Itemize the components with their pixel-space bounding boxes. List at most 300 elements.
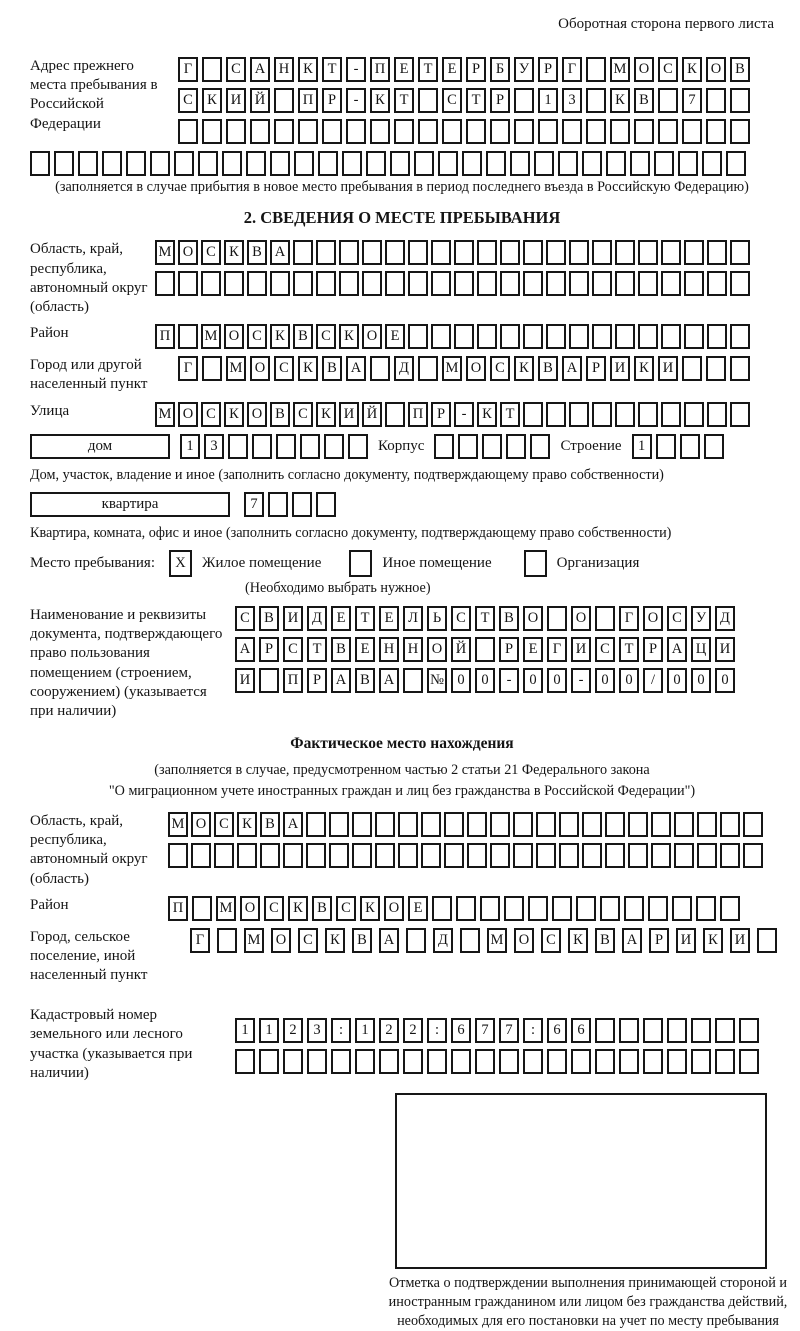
form-cell[interactable]: [316, 492, 336, 517]
form-cell[interactable]: [638, 240, 658, 265]
form-cell[interactable]: [569, 402, 589, 427]
form-cell[interactable]: [270, 271, 290, 296]
form-cell[interactable]: [339, 271, 359, 296]
form-cell[interactable]: [292, 492, 312, 517]
form-cell[interactable]: К: [634, 356, 654, 381]
form-cell[interactable]: [536, 812, 556, 837]
form-cell[interactable]: [375, 843, 395, 868]
form-cell[interactable]: [431, 271, 451, 296]
form-cell[interactable]: И: [658, 356, 678, 381]
form-cell[interactable]: [547, 1049, 567, 1074]
form-cell[interactable]: И: [730, 928, 750, 953]
form-cell[interactable]: [276, 434, 296, 459]
form-cell[interactable]: [595, 606, 615, 631]
form-cell[interactable]: 7: [682, 88, 702, 113]
form-cell[interactable]: 0: [691, 668, 711, 693]
form-cell[interactable]: [730, 324, 750, 349]
form-cell[interactable]: Д: [307, 606, 327, 631]
form-cell[interactable]: [477, 271, 497, 296]
form-cell[interactable]: 7: [475, 1018, 495, 1043]
form-cell[interactable]: [342, 151, 362, 176]
form-cell[interactable]: В: [595, 928, 615, 953]
form-cell[interactable]: О: [191, 812, 211, 837]
form-cell[interactable]: [674, 843, 694, 868]
form-cell[interactable]: Н: [403, 637, 423, 662]
form-cell[interactable]: [528, 896, 548, 921]
form-cell[interactable]: О: [240, 896, 260, 921]
form-cell[interactable]: [408, 324, 428, 349]
form-cell[interactable]: [270, 151, 290, 176]
form-cell[interactable]: [475, 1049, 495, 1074]
form-cell[interactable]: [490, 119, 510, 144]
form-cell[interactable]: О: [362, 324, 382, 349]
form-cell[interactable]: [510, 151, 530, 176]
form-cell[interactable]: [504, 896, 524, 921]
form-cell[interactable]: :: [523, 1018, 543, 1043]
form-cell[interactable]: [628, 843, 648, 868]
form-cell[interactable]: И: [235, 668, 255, 693]
form-cell[interactable]: [726, 151, 746, 176]
form-cell[interactable]: О: [224, 324, 244, 349]
form-cell[interactable]: [605, 843, 625, 868]
form-cell[interactable]: [346, 119, 366, 144]
form-cell[interactable]: [322, 119, 342, 144]
form-cell[interactable]: [514, 88, 534, 113]
form-cell[interactable]: [715, 1049, 735, 1074]
form-cell[interactable]: Р: [499, 637, 519, 662]
form-cell[interactable]: О: [250, 356, 270, 381]
form-cell[interactable]: Е: [394, 57, 414, 82]
form-cell[interactable]: [155, 271, 175, 296]
form-cell[interactable]: А: [622, 928, 642, 953]
form-cell[interactable]: [730, 356, 750, 381]
form-cell[interactable]: 0: [451, 668, 471, 693]
form-cell[interactable]: [661, 271, 681, 296]
form-cell[interactable]: [259, 668, 279, 693]
form-cell[interactable]: О: [271, 928, 291, 953]
form-cell[interactable]: М: [155, 240, 175, 265]
form-cell[interactable]: [500, 240, 520, 265]
form-cell[interactable]: М: [216, 896, 236, 921]
form-cell[interactable]: [523, 324, 543, 349]
form-cell[interactable]: [592, 271, 612, 296]
form-cell[interactable]: [192, 896, 212, 921]
form-cell[interactable]: [370, 119, 390, 144]
form-cell[interactable]: [696, 896, 716, 921]
form-cell[interactable]: [366, 151, 386, 176]
form-cell[interactable]: И: [226, 88, 246, 113]
form-cell[interactable]: [707, 271, 727, 296]
form-cell[interactable]: [680, 434, 700, 459]
form-cell[interactable]: 3: [204, 434, 224, 459]
form-cell[interactable]: И: [339, 402, 359, 427]
form-cell[interactable]: :: [331, 1018, 351, 1043]
form-cell[interactable]: [707, 240, 727, 265]
form-cell[interactable]: [348, 434, 368, 459]
form-cell[interactable]: С: [667, 606, 687, 631]
form-cell[interactable]: [571, 1049, 591, 1074]
form-cell[interactable]: К: [237, 812, 257, 837]
stay-type-checkbox-organization[interactable]: [524, 550, 547, 577]
form-cell[interactable]: [547, 606, 567, 631]
form-cell[interactable]: В: [499, 606, 519, 631]
form-cell[interactable]: [743, 843, 763, 868]
form-cell[interactable]: [30, 151, 50, 176]
form-cell[interactable]: 1: [632, 434, 652, 459]
form-cell[interactable]: [707, 402, 727, 427]
form-cell[interactable]: [661, 402, 681, 427]
form-cell[interactable]: [523, 271, 543, 296]
form-cell[interactable]: 2: [379, 1018, 399, 1043]
form-cell[interactable]: [615, 271, 635, 296]
form-cell[interactable]: К: [568, 928, 588, 953]
form-cell[interactable]: [252, 434, 272, 459]
form-cell[interactable]: [530, 434, 550, 459]
form-cell[interactable]: М: [155, 402, 175, 427]
form-cell[interactable]: Р: [538, 57, 558, 82]
form-cell[interactable]: [54, 151, 74, 176]
form-cell[interactable]: [178, 324, 198, 349]
form-cell[interactable]: Р: [586, 356, 606, 381]
form-cell[interactable]: [667, 1018, 687, 1043]
form-cell[interactable]: У: [514, 57, 534, 82]
form-cell[interactable]: И: [610, 356, 630, 381]
form-cell[interactable]: Е: [331, 606, 351, 631]
form-cell[interactable]: [226, 119, 246, 144]
form-cell[interactable]: [408, 271, 428, 296]
form-cell[interactable]: [615, 324, 635, 349]
form-cell[interactable]: [720, 843, 740, 868]
form-cell[interactable]: О: [384, 896, 404, 921]
form-cell[interactable]: В: [322, 356, 342, 381]
form-cell[interactable]: М: [487, 928, 507, 953]
form-cell[interactable]: [569, 240, 589, 265]
form-cell[interactable]: О: [523, 606, 543, 631]
form-cell[interactable]: [102, 151, 122, 176]
form-cell[interactable]: А: [283, 812, 303, 837]
form-cell[interactable]: В: [730, 57, 750, 82]
form-cell[interactable]: Р: [307, 668, 327, 693]
form-cell[interactable]: [661, 240, 681, 265]
form-cell[interactable]: [592, 324, 612, 349]
form-cell[interactable]: Т: [619, 637, 639, 662]
form-cell[interactable]: [259, 1049, 279, 1074]
form-cell[interactable]: [329, 843, 349, 868]
form-cell[interactable]: К: [477, 402, 497, 427]
form-cell[interactable]: [421, 843, 441, 868]
form-cell[interactable]: [458, 434, 478, 459]
stay-type-checkbox-residential[interactable]: X: [169, 550, 192, 577]
form-cell[interactable]: [442, 119, 462, 144]
form-cell[interactable]: 0: [595, 668, 615, 693]
form-cell[interactable]: [460, 928, 480, 953]
form-cell[interactable]: [222, 151, 242, 176]
form-cell[interactable]: [672, 896, 692, 921]
form-cell[interactable]: Й: [362, 402, 382, 427]
form-cell[interactable]: 3: [307, 1018, 327, 1043]
form-cell[interactable]: [431, 324, 451, 349]
form-cell[interactable]: Д: [715, 606, 735, 631]
form-cell[interactable]: А: [379, 668, 399, 693]
form-cell[interactable]: В: [260, 812, 280, 837]
form-cell[interactable]: И: [676, 928, 696, 953]
form-cell[interactable]: [385, 402, 405, 427]
form-cell[interactable]: [490, 843, 510, 868]
form-cell[interactable]: [720, 812, 740, 837]
form-cell[interactable]: [706, 88, 726, 113]
form-cell[interactable]: А: [235, 637, 255, 662]
form-cell[interactable]: [78, 151, 98, 176]
form-cell[interactable]: [306, 843, 326, 868]
form-cell[interactable]: [228, 434, 248, 459]
form-cell[interactable]: [697, 812, 717, 837]
form-cell[interactable]: Г: [178, 57, 198, 82]
form-cell[interactable]: [643, 1049, 663, 1074]
form-cell[interactable]: [684, 240, 704, 265]
form-cell[interactable]: Д: [394, 356, 414, 381]
form-cell[interactable]: К: [370, 88, 390, 113]
form-cell[interactable]: Т: [500, 402, 520, 427]
form-cell[interactable]: [329, 812, 349, 837]
form-cell[interactable]: [638, 271, 658, 296]
form-cell[interactable]: М: [442, 356, 462, 381]
form-cell[interactable]: [480, 896, 500, 921]
form-cell[interactable]: [624, 896, 644, 921]
form-cell[interactable]: -: [499, 668, 519, 693]
form-cell[interactable]: [398, 812, 418, 837]
form-cell[interactable]: П: [370, 57, 390, 82]
form-cell[interactable]: С: [283, 637, 303, 662]
form-cell[interactable]: Й: [250, 88, 270, 113]
form-cell[interactable]: [198, 151, 218, 176]
form-cell[interactable]: О: [466, 356, 486, 381]
form-cell[interactable]: [546, 271, 566, 296]
form-cell[interactable]: О: [427, 637, 447, 662]
form-cell[interactable]: [451, 1049, 471, 1074]
form-cell[interactable]: [523, 1049, 543, 1074]
form-cell[interactable]: [667, 1049, 687, 1074]
form-cell[interactable]: [514, 119, 534, 144]
form-cell[interactable]: [247, 271, 267, 296]
form-cell[interactable]: Д: [433, 928, 453, 953]
form-cell[interactable]: [743, 812, 763, 837]
form-cell[interactable]: [362, 271, 382, 296]
form-cell[interactable]: [352, 812, 372, 837]
form-cell[interactable]: 6: [571, 1018, 591, 1043]
form-cell[interactable]: 7: [244, 492, 264, 517]
form-cell[interactable]: К: [339, 324, 359, 349]
form-cell[interactable]: [536, 843, 556, 868]
form-cell[interactable]: [552, 896, 572, 921]
form-cell[interactable]: 1: [538, 88, 558, 113]
form-cell[interactable]: [523, 402, 543, 427]
form-cell[interactable]: 0: [547, 668, 567, 693]
form-cell[interactable]: [682, 119, 702, 144]
form-cell[interactable]: [421, 812, 441, 837]
form-cell[interactable]: 7: [499, 1018, 519, 1043]
form-cell[interactable]: [418, 119, 438, 144]
form-cell[interactable]: 2: [283, 1018, 303, 1043]
form-cell[interactable]: С: [226, 57, 246, 82]
form-cell[interactable]: Е: [385, 324, 405, 349]
form-cell[interactable]: [651, 812, 671, 837]
form-cell[interactable]: К: [360, 896, 380, 921]
form-cell[interactable]: С: [293, 402, 313, 427]
form-cell[interactable]: [375, 812, 395, 837]
form-cell[interactable]: О: [634, 57, 654, 82]
form-cell[interactable]: Й: [451, 637, 471, 662]
form-cell[interactable]: [454, 271, 474, 296]
form-cell[interactable]: О: [571, 606, 591, 631]
form-cell[interactable]: Т: [418, 57, 438, 82]
form-cell[interactable]: О: [178, 402, 198, 427]
stay-type-checkbox-other[interactable]: [349, 550, 372, 577]
form-cell[interactable]: 3: [562, 88, 582, 113]
form-cell[interactable]: [538, 119, 558, 144]
form-cell[interactable]: [168, 843, 188, 868]
form-cell[interactable]: [246, 151, 266, 176]
form-cell[interactable]: [466, 119, 486, 144]
form-cell[interactable]: [628, 812, 648, 837]
form-cell[interactable]: А: [346, 356, 366, 381]
form-cell[interactable]: [619, 1018, 639, 1043]
form-cell[interactable]: Р: [466, 57, 486, 82]
form-cell[interactable]: К: [703, 928, 723, 953]
form-cell[interactable]: [558, 151, 578, 176]
form-cell[interactable]: В: [312, 896, 332, 921]
form-cell[interactable]: Н: [274, 57, 294, 82]
form-cell[interactable]: Т: [475, 606, 495, 631]
form-cell[interactable]: [250, 119, 270, 144]
form-cell[interactable]: С: [178, 88, 198, 113]
form-cell[interactable]: В: [352, 928, 372, 953]
form-cell[interactable]: [569, 324, 589, 349]
form-cell[interactable]: [260, 843, 280, 868]
form-cell[interactable]: [398, 843, 418, 868]
form-cell[interactable]: О: [514, 928, 534, 953]
form-cell[interactable]: Р: [643, 637, 663, 662]
form-cell[interactable]: Г: [547, 637, 567, 662]
form-cell[interactable]: [475, 637, 495, 662]
form-cell[interactable]: Т: [394, 88, 414, 113]
form-cell[interactable]: [298, 119, 318, 144]
form-cell[interactable]: Б: [490, 57, 510, 82]
form-cell[interactable]: В: [259, 606, 279, 631]
form-cell[interactable]: [283, 843, 303, 868]
form-cell[interactable]: [385, 271, 405, 296]
form-cell[interactable]: [390, 151, 410, 176]
form-cell[interactable]: Н: [379, 637, 399, 662]
form-cell[interactable]: А: [667, 637, 687, 662]
form-cell[interactable]: [444, 843, 464, 868]
form-cell[interactable]: [499, 1049, 519, 1074]
form-cell[interactable]: Т: [466, 88, 486, 113]
form-cell[interactable]: С: [235, 606, 255, 631]
form-cell[interactable]: [306, 812, 326, 837]
form-cell[interactable]: [362, 240, 382, 265]
form-cell[interactable]: Ц: [691, 637, 711, 662]
form-cell[interactable]: В: [634, 88, 654, 113]
form-cell[interactable]: [619, 1049, 639, 1074]
form-cell[interactable]: [638, 402, 658, 427]
form-cell[interactable]: [202, 356, 222, 381]
form-cell[interactable]: С: [442, 88, 462, 113]
form-cell[interactable]: [658, 119, 678, 144]
form-cell[interactable]: [651, 843, 671, 868]
form-cell[interactable]: [202, 119, 222, 144]
form-cell[interactable]: [427, 1049, 447, 1074]
form-cell[interactable]: [486, 151, 506, 176]
form-cell[interactable]: -: [346, 57, 366, 82]
form-cell[interactable]: 1: [180, 434, 200, 459]
form-cell[interactable]: Е: [442, 57, 462, 82]
form-cell[interactable]: [610, 119, 630, 144]
form-cell[interactable]: [414, 151, 434, 176]
form-cell[interactable]: [559, 812, 579, 837]
form-cell[interactable]: [661, 324, 681, 349]
form-cell[interactable]: К: [325, 928, 345, 953]
form-cell[interactable]: [682, 356, 702, 381]
form-cell[interactable]: С: [201, 240, 221, 265]
form-cell[interactable]: [406, 928, 426, 953]
form-cell[interactable]: [704, 434, 724, 459]
form-cell[interactable]: [293, 271, 313, 296]
form-cell[interactable]: Ь: [427, 606, 447, 631]
form-cell[interactable]: К: [202, 88, 222, 113]
form-cell[interactable]: [643, 1018, 663, 1043]
form-cell[interactable]: П: [168, 896, 188, 921]
form-cell[interactable]: :: [427, 1018, 447, 1043]
form-cell[interactable]: [569, 271, 589, 296]
form-cell[interactable]: Р: [490, 88, 510, 113]
form-cell[interactable]: [274, 119, 294, 144]
form-cell[interactable]: [634, 119, 654, 144]
form-cell[interactable]: [217, 928, 237, 953]
form-cell[interactable]: [582, 812, 602, 837]
form-cell[interactable]: М: [610, 57, 630, 82]
form-cell[interactable]: [318, 151, 338, 176]
form-cell[interactable]: [739, 1049, 759, 1074]
form-cell[interactable]: [513, 812, 533, 837]
form-cell[interactable]: Е: [408, 896, 428, 921]
form-cell[interactable]: Т: [322, 57, 342, 82]
form-cell[interactable]: С: [451, 606, 471, 631]
form-cell[interactable]: [462, 151, 482, 176]
form-cell[interactable]: [477, 240, 497, 265]
form-cell[interactable]: С: [541, 928, 561, 953]
form-cell[interactable]: [268, 492, 288, 517]
form-cell[interactable]: [706, 356, 726, 381]
form-cell[interactable]: [394, 119, 414, 144]
form-cell[interactable]: [678, 151, 698, 176]
form-cell[interactable]: [684, 324, 704, 349]
form-cell[interactable]: К: [514, 356, 534, 381]
form-cell[interactable]: Т: [307, 637, 327, 662]
form-cell[interactable]: С: [490, 356, 510, 381]
form-cell[interactable]: К: [610, 88, 630, 113]
form-cell[interactable]: В: [331, 637, 351, 662]
form-cell[interactable]: К: [288, 896, 308, 921]
form-cell[interactable]: [418, 356, 438, 381]
form-cell[interactable]: [605, 812, 625, 837]
form-cell[interactable]: [432, 896, 452, 921]
form-cell[interactable]: 0: [667, 668, 687, 693]
form-cell[interactable]: [630, 151, 650, 176]
form-cell[interactable]: С: [274, 356, 294, 381]
form-cell[interactable]: [126, 151, 146, 176]
form-cell[interactable]: [324, 434, 344, 459]
form-cell[interactable]: [654, 151, 674, 176]
